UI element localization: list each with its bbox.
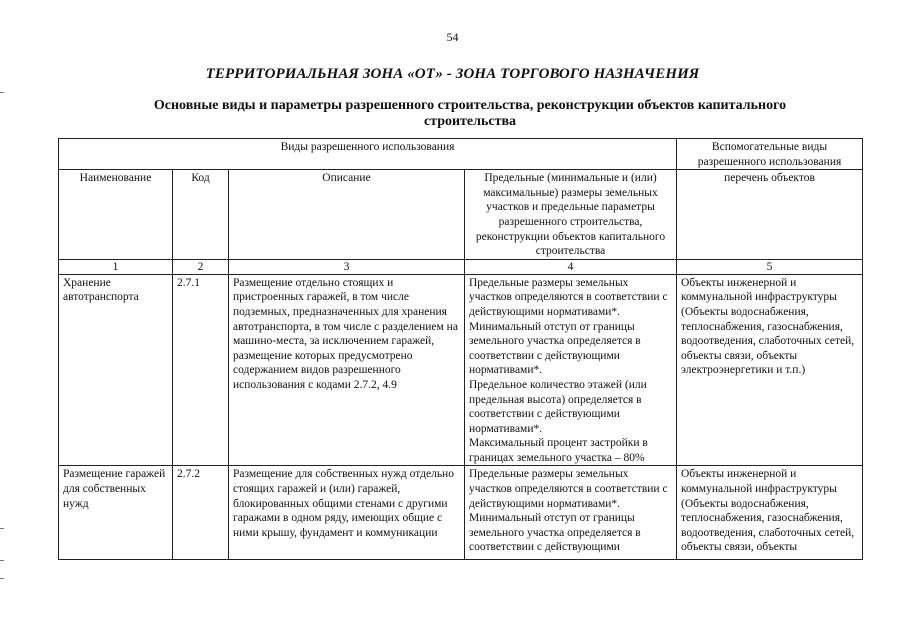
margin-mark (0, 560, 4, 561)
column-number-row (59, 259, 863, 274)
row-code-cell (173, 466, 229, 560)
group-header-aux: Вспомогательные виды разрешенного использования (677, 139, 863, 170)
margin-mark (0, 578, 4, 579)
row-limits: Предельные размеры земельных участков определяются в соответствии с действующими нормативами*. Минимальный отступ от границы земельного участка определяется в соответствии с действующими нормативами*. Предельное количество этажей (или предельная высота) определяется в соответствии с действующими нормативами*. Максимальный процент застройки в границах земельного участка – 80% (465, 274, 677, 466)
margin-mark (0, 92, 4, 93)
group-header-main: Виды разрешенного использования (59, 139, 677, 170)
row-description-cell (229, 466, 465, 560)
table-row (59, 466, 863, 560)
col-header-limits: Предельные (минимальные и (или) максимальные) размеры земельных участков и предельные параметры разрешенного строительства, реконструкции объектов капитального строительства (465, 170, 677, 260)
row-objects-cell (677, 466, 863, 560)
column-number: 5 (677, 259, 863, 274)
row-description: Размещение для собственных нужд отдельно стоящих гаражей и (или) гаражей, блокированных общими стенами с другими гаражами в одном ряду, имеющих общие с ними крышу, фундамент и коммуникации (233, 468, 454, 539)
row-code: 2.7.1 (173, 274, 229, 466)
zone-title: ТЕРРИТОРИАЛЬНАЯ ЗОНА «ОТ» - ЗОНА ТОРГОВОГО НАЗНАЧЕНИЯ (205, 66, 700, 82)
col-header-name: Наименование (59, 170, 173, 260)
col-header-description: Описание (229, 170, 465, 260)
column-header-row (59, 170, 863, 260)
column-number: 4 (465, 259, 677, 274)
row-name: Размещение гаражей для собственных нужд (63, 468, 166, 510)
row-limits-cell (465, 466, 677, 560)
column-number: 3 (229, 259, 465, 274)
group-header-row (59, 139, 863, 170)
row-objects: Объекты инженерной и коммунальной инфраструктуры (Объекты водоснабжения, теплоснабжения, газоснабжения, водоотведения, слаботочных сетей, объекты связи, объекты (681, 468, 855, 554)
land-use-table (58, 138, 863, 560)
column-number: 2 (173, 259, 229, 274)
row-name: Хранение автотранспорта (59, 274, 173, 466)
margin-mark (0, 528, 4, 529)
section-subtitle: Основные виды и параметры разрешенного строительства, реконструкции объектов капитального строительства (153, 98, 787, 129)
col-header-code: Код (173, 170, 229, 260)
row-name-cell (59, 466, 173, 560)
col-header-objects: перечень объектов (677, 170, 863, 260)
row-limits: Предельные размеры земельных участков определяются в соответствии с действующими нормативами*. Минимальный отступ от границы земельного участка определяется в соответствии с действующими (469, 468, 668, 554)
column-number: 1 (59, 259, 173, 274)
row-objects: Объекты инженерной и коммунальной инфраструктуры (Объекты водоснабжения, теплоснабжения, газоснабжения, водоотведения, слаботочных сетей, объекты связи, объекты электроэнергетики и т.п.) (677, 274, 863, 466)
row-description: Размещение отдельно стоящих и пристроенных гаражей, в том числе подземных, предназначенных для хранения автотранспорта, в том числе с разделением на машино-места, за исключением гаражей, размещение которых предусмотрено содержанием видов разрешенного использования с кодами 2.7.2, 4.9 (229, 274, 465, 466)
table-row (59, 274, 863, 466)
page-number: 54 (446, 30, 459, 44)
row-code: 2.7.2 (177, 468, 200, 481)
